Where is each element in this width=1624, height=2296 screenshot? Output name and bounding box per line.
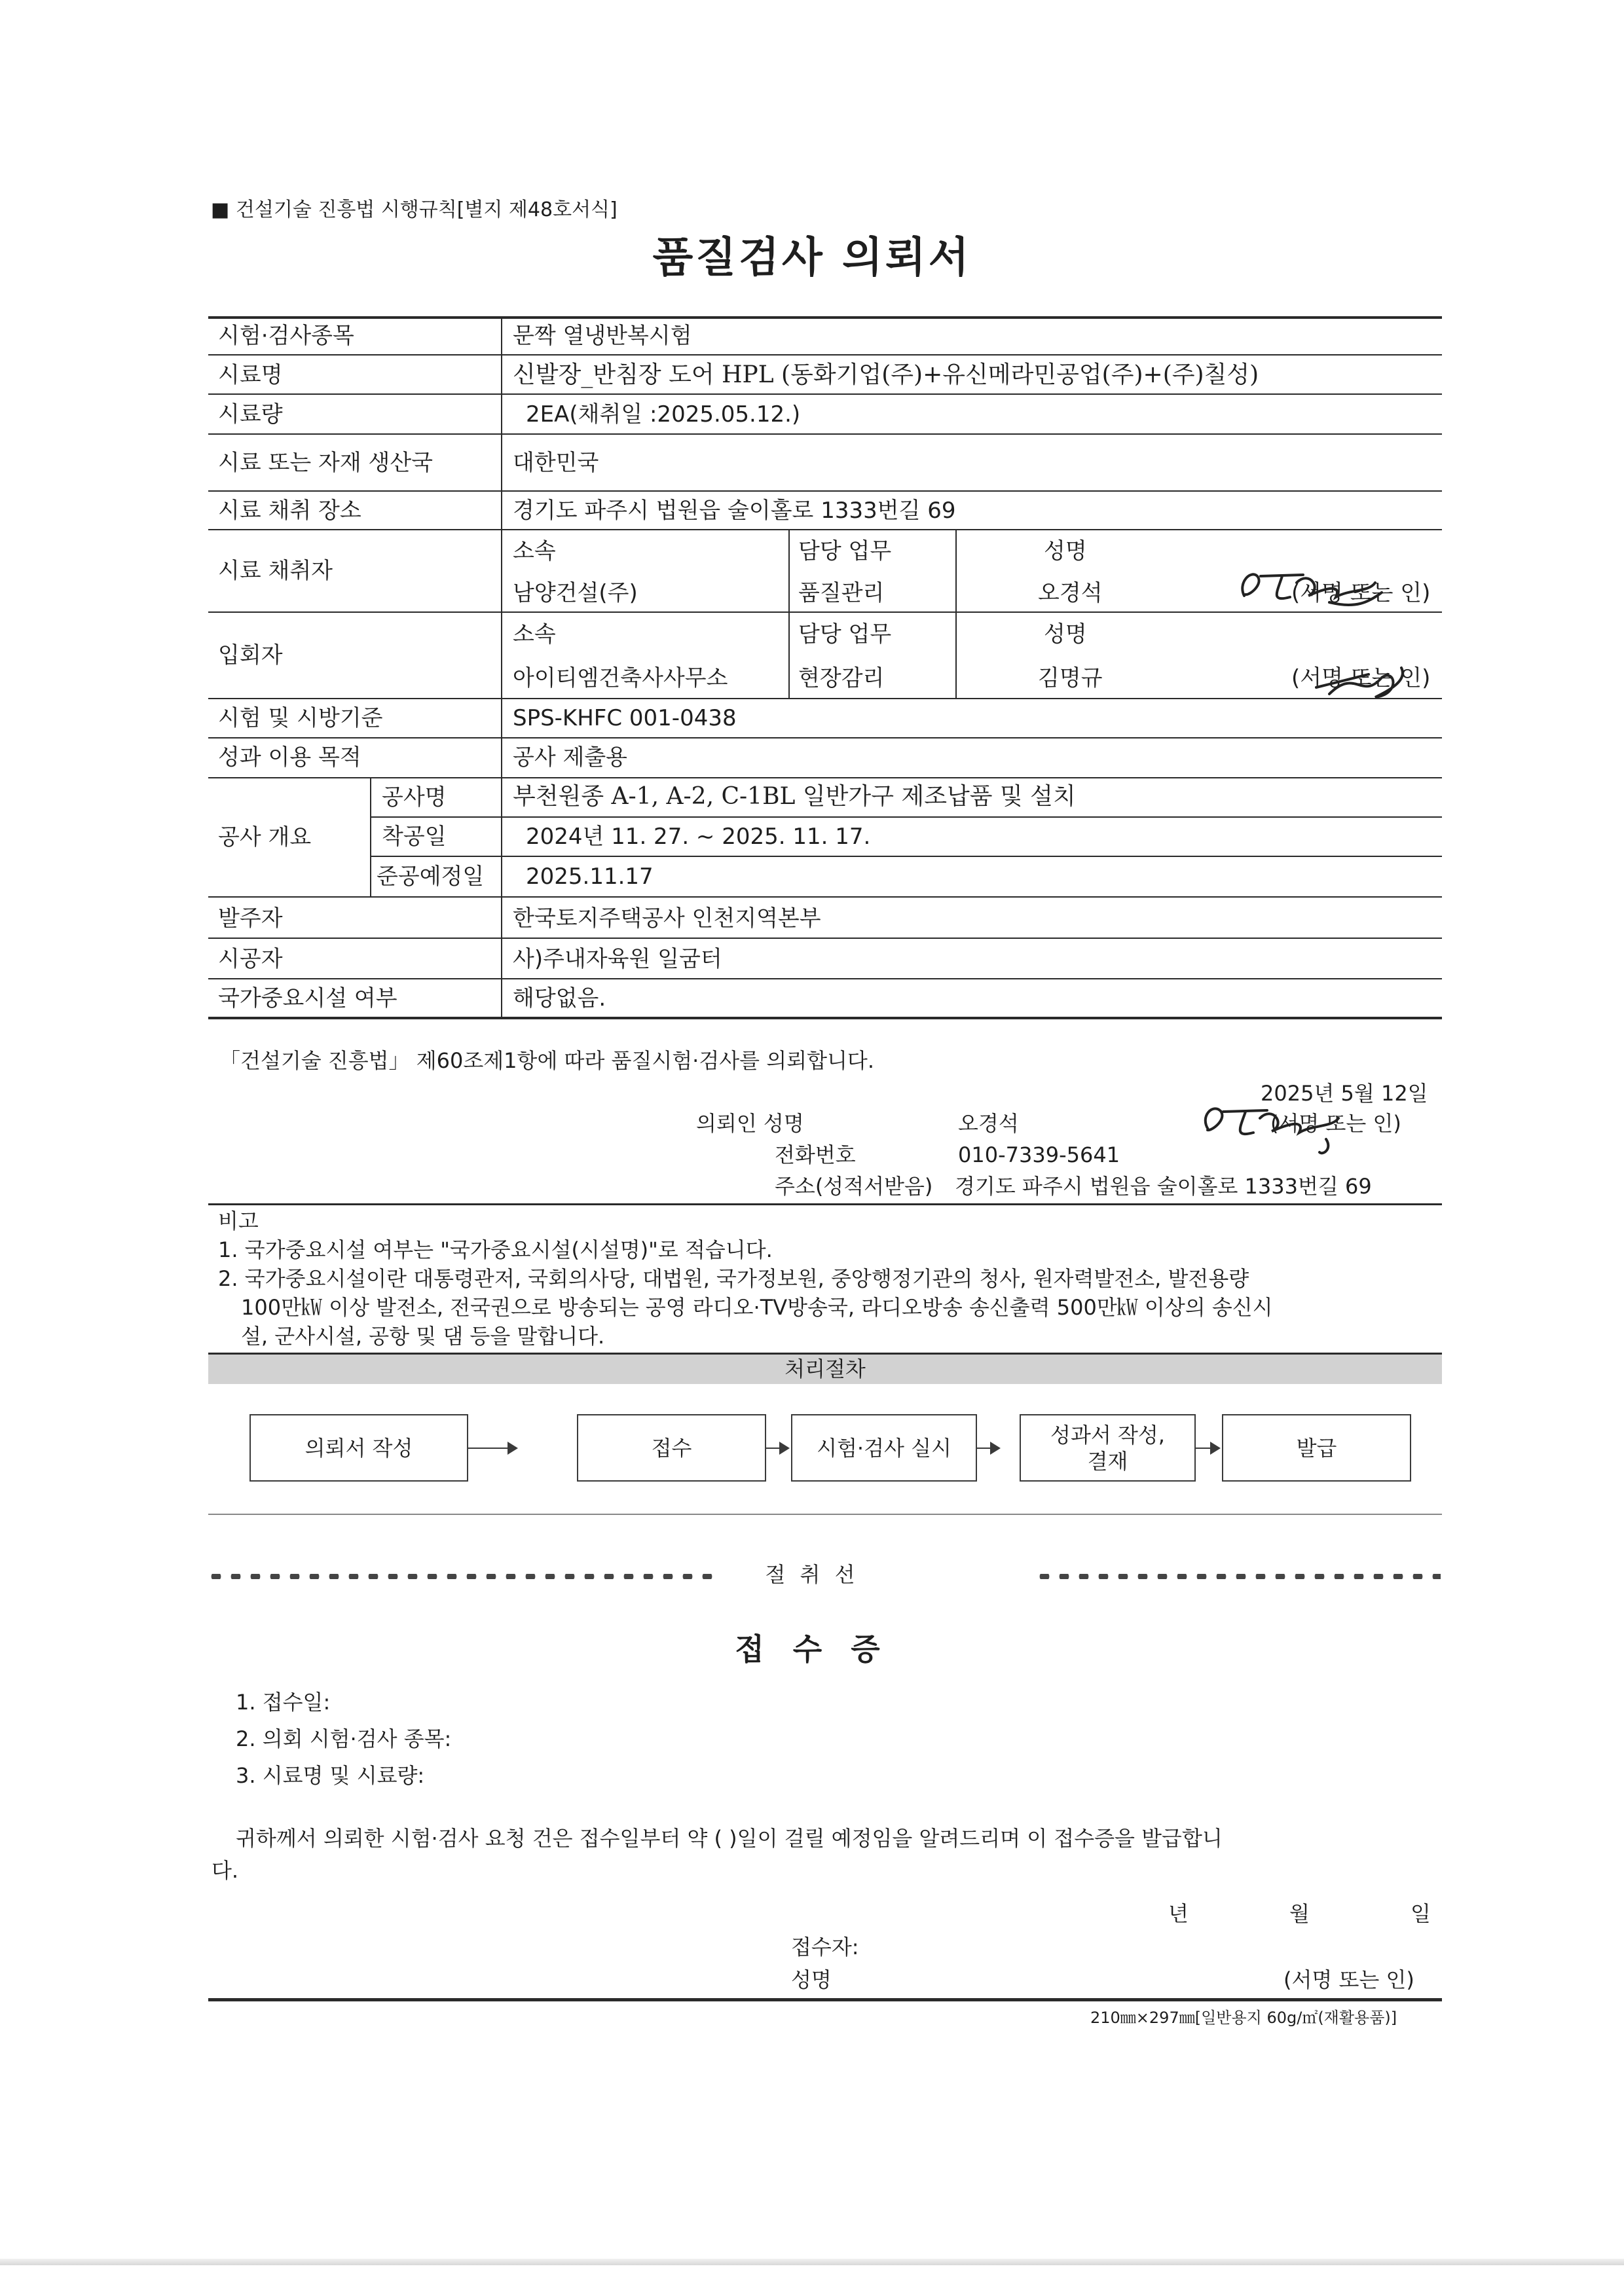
sampler-duty-header: 담당 업무 (798, 538, 892, 564)
client-value: 한국토지주택공사 인천지역본부 (513, 905, 821, 932)
process-bottom-rule (208, 1514, 1442, 1515)
witness-affil: 아이티엠건축사사무소 (513, 665, 728, 691)
sampler-affil: 남양건설(주) (513, 580, 638, 606)
step-issuance: 발급 (1222, 1414, 1411, 1482)
address-label: 주소(성적서받음) (775, 1174, 933, 1199)
receipt-title: 접 수 증 (735, 1631, 889, 1667)
step-reception: 접수 (577, 1414, 766, 1482)
project-label: 공사 개요 (218, 824, 312, 850)
step-testing: 시험·검사 실시 (791, 1414, 977, 1482)
project-completion-value: 2025.11.17 (526, 864, 654, 890)
sampler-name: 오경석 (1038, 580, 1103, 606)
step-request-form: 의뢰서 작성 (249, 1414, 468, 1482)
receipt-bottom-rule (208, 1998, 1442, 2001)
witness-signature (1303, 655, 1421, 707)
sampling-place-label: 시료 채취 장소 (218, 498, 361, 524)
requester-sign-label: (서명 또는 인) (1270, 1111, 1401, 1136)
contractor-value: 사)주내자육원 일굼터 (513, 946, 722, 972)
notes-heading: 비고 (218, 1209, 259, 1233)
receiver-label: 접수자: (791, 1935, 859, 1959)
witness-name: 김명규 (1038, 665, 1103, 691)
witness-name-header: 성명 (1044, 621, 1087, 647)
request-statement: 「건설기술 진흥법」 제60조제1항에 따라 품질시험·검사를 의뢰합니다. (219, 1048, 874, 1073)
scan-edge (0, 2259, 1624, 2265)
notes-line-2a: 2. 국가중요시설이란 대통령관저, 국회의사당, 대법원, 국가정보원, 중앙행정기관의 청사, 원자력발전소, 발전용량 (218, 1266, 1249, 1291)
purpose-value: 공사 제출용 (513, 744, 628, 771)
cut-line-label: 절 취 선 (765, 1562, 859, 1587)
request-date: 2025년 5월 12일 (1261, 1081, 1428, 1106)
project-name-label: 공사명 (382, 784, 447, 811)
receiver-name-label: 성명 (791, 1967, 832, 1992)
sampler-affil-header: 소속 (513, 538, 556, 564)
client-label: 발주자 (218, 905, 283, 932)
receipt-item-date: 1. 접수일: (236, 1690, 331, 1715)
step-report-approval: 성과서 작성, 결재 (1020, 1414, 1196, 1482)
sampling-place-value: 경기도 파주시 법원읍 술이홀로 1333번길 69 (513, 498, 956, 524)
receipt-day: 일 (1411, 1901, 1431, 1926)
contractor-label: 시공자 (218, 946, 283, 972)
receiver-sign-label: (서명 또는 인) (1283, 1967, 1414, 1992)
national-facility-value: 해당없음. (513, 985, 606, 1011)
notes-line-2c: 설, 군사시설, 공항 및 댐 등을 말합니다. (241, 1324, 605, 1349)
sample-name-label: 시료명 (218, 362, 283, 388)
sampler-sign-label: (서명 또는 인) (1291, 580, 1431, 606)
test-item-value: 문짝 열냉반복시험 (513, 323, 692, 349)
receipt-item-test: 2. 의회 시험·검사 종목: (236, 1726, 452, 1751)
test-item-label: 시험·검사종목 (218, 323, 354, 349)
witness-duty: 현장감리 (798, 665, 885, 691)
origin-label: 시료 또는 자재 생산국 (218, 450, 434, 476)
sampler-signature (1231, 556, 1408, 622)
requester-label: 의뢰인 성명 (696, 1111, 804, 1136)
receipt-month: 월 (1289, 1901, 1310, 1926)
witness-duty-header: 담당 업무 (798, 621, 892, 647)
sampler-label: 시료 채취자 (218, 558, 333, 584)
sampler-duty: 품질관리 (798, 580, 885, 606)
receipt-notice-end: 다. (212, 1858, 239, 1883)
paper-spec: 210㎜×297㎜[일반용지 60g/㎡(재활용품)] (1090, 2009, 1397, 2027)
project-period-value: 2024년 11. 27. ~ 2025. 11. 17. (526, 824, 871, 850)
phone-label: 전화번호 (775, 1142, 856, 1167)
national-facility-label: 국가중요시설 여부 (218, 985, 397, 1011)
standard-label: 시험 및 시방기준 (218, 705, 383, 731)
sample-name-value: 신발장_반침장 도어 HPL (동화기업(주)+유신메라민공업(주)+(주)칠성) (513, 361, 1259, 388)
phone-value: 010-7339-5641 (958, 1142, 1120, 1167)
standard-value: SPS-KHFC 001-0438 (513, 705, 737, 731)
witness-label: 입회자 (218, 642, 283, 668)
cut-line-right (1035, 1574, 1441, 1579)
process-title: 처리절차 (784, 1357, 866, 1381)
sampler-name-header: 성명 (1044, 538, 1087, 564)
requester-signature (1192, 1093, 1362, 1159)
origin-value: 대한민국 (513, 450, 599, 476)
sample-qty-value: 2EA(채취일 :2025.05.12.) (526, 401, 801, 428)
notes-line-2b: 100만㎾ 이상 발전소, 전국권으로 방송되는 공영 라디오·TV방송국, 라디오방송 송신출력 500만㎾ 이상의 송신시 (241, 1295, 1273, 1320)
witness-sign-label: (서명 또는 인) (1291, 665, 1431, 691)
notes-top-rule (208, 1203, 1442, 1205)
address-value: 경기도 파주시 법원읍 술이홀로 1333번길 69 (955, 1174, 1372, 1199)
project-name-value: 부천원종 A-1, A-2, C-1BL 일반가구 제조납품 및 설치 (513, 783, 1076, 810)
form-reference: ■ 건설기술 진흥법 시행규칙[별지 제48호서식] (211, 198, 618, 221)
process-header-bar (208, 1353, 1442, 1384)
witness-affil-header: 소속 (513, 621, 556, 647)
purpose-label: 성과 이용 목적 (218, 744, 361, 771)
project-completion-label: 준공예정일 (377, 864, 485, 890)
page-title: 품질검사 의뢰서 (652, 234, 972, 282)
receipt-notice: 귀하께서 의뢰한 시험·검사 요청 건은 접수일부터 약 ( )일이 걸릴 예정임을 알려드리며 이 접수증을 발급합니 (236, 1826, 1223, 1851)
receipt-item-sample: 3. 시료명 및 시료량: (236, 1763, 425, 1788)
notes-line-1: 1. 국가중요시설 여부는 "국가중요시설(시설명)"로 적습니다. (218, 1237, 773, 1262)
requester-name: 오경석 (958, 1111, 1019, 1136)
project-period-label: 착공일 (382, 824, 447, 850)
receipt-year: 년 (1168, 1901, 1189, 1926)
sample-qty-label: 시료량 (218, 401, 283, 428)
